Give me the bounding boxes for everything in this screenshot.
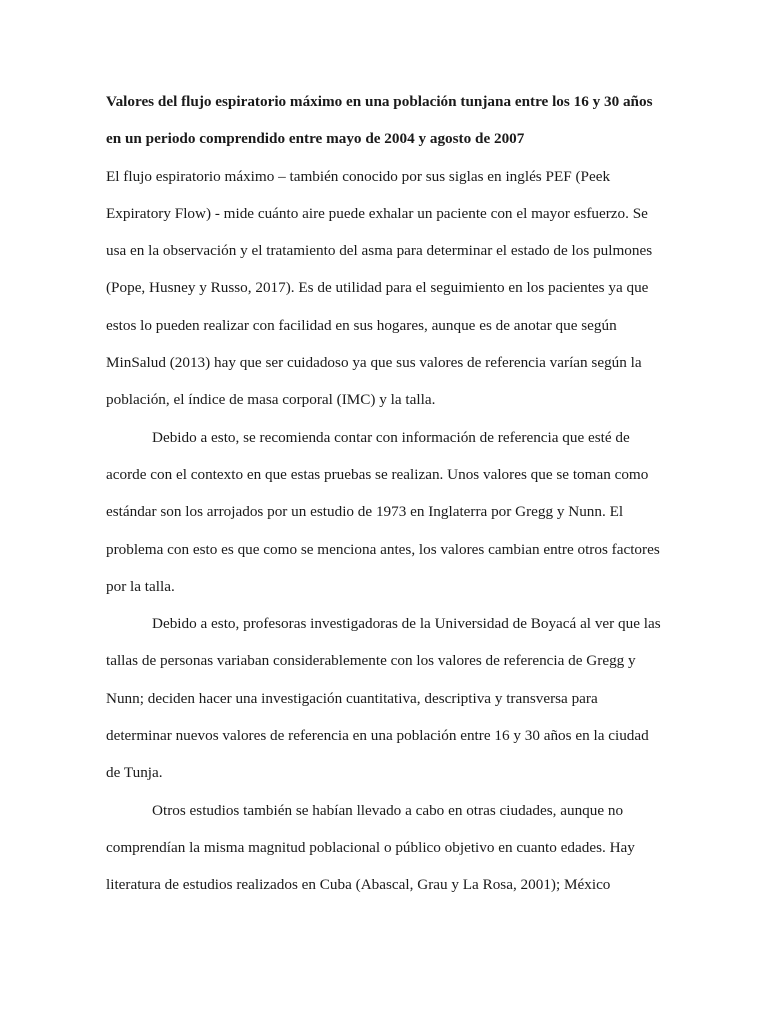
paragraph-line: Nunn; deciden hacer una investigación cuantitativa, descriptiva y transversa para (106, 689, 598, 707)
paragraph-line: estos lo pueden realizar con facilidad en sus hogares, aunque es de anotar que según (106, 316, 617, 334)
paragraph-line: comprendían la misma magnitud poblacional o público objetivo en cuanto edades. Hay (106, 838, 635, 856)
paragraph-line: determinar nuevos valores de referencia en una población entre 16 y 30 años en la ciudad (106, 727, 649, 745)
paragraph-4 (106, 792, 666, 904)
paragraph-line: población, el índice de masa corporal (IMC) y la talla. (106, 391, 436, 409)
paragraph-2 (106, 419, 666, 605)
paragraph-line: problema con esto es que como se menciona antes, los valores cambian entre otros factores (106, 540, 660, 558)
title-line: en un periodo comprendido entre mayo de 2004 y agosto de 2007 (106, 130, 525, 148)
paragraph-line: Expiratory Flow) - mide cuánto aire puede exhalar un paciente con el mayor esfuerzo. Se (106, 204, 648, 222)
paragraph-line: tallas de personas variaban considerablemente con los valores de referencia de Gregg y (106, 652, 636, 670)
paragraph-1 (106, 158, 666, 419)
paragraph-line: El flujo espiratorio máximo – también conocido por sus siglas en inglés PEF (Peek (106, 167, 611, 185)
paragraph-line: MinSalud (2013) hay que ser cuidadoso ya que sus valores de referencia varían según la (106, 354, 642, 372)
paragraph-line: de Tunja. (106, 764, 163, 782)
paragraph-line: por la talla. (106, 577, 175, 595)
paragraph-line: Otros estudios también se habían llevado a cabo en otras ciudades, aunque no (152, 801, 624, 819)
title-line: Valores del flujo espiratorio máximo en una población tunjana entre los 16 y 30 años (106, 93, 653, 110)
paragraph-line: (Pope, Husney y Russo, 2017). Es de utilidad para el seguimiento en los pacientes ya que (106, 279, 649, 297)
document-title (106, 83, 666, 158)
paragraph-3 (106, 605, 666, 791)
paragraph-line: Debido a esto, profesoras investigadoras de la Universidad de Boyacá al ver que las (152, 615, 661, 633)
paragraph-line: literatura de estudios realizados en Cuba (Abascal, Grau y La Rosa, 2001); México (106, 876, 611, 894)
paragraph-line: usa en la observación y el tratamiento del asma para determinar el estado de los pulmones (106, 242, 653, 260)
paragraph-line: acorde con el contexto en que estas pruebas se realizan. Unos valores que se toman como (106, 465, 649, 483)
paragraph-line: estándar son los arrojados por un estudio de 1973 en Inglaterra por Gregg y Nunn. El (106, 503, 624, 521)
document-body (106, 83, 666, 904)
paragraph-line: Debido a esto, se recomienda contar con información de referencia que esté de (152, 428, 630, 446)
